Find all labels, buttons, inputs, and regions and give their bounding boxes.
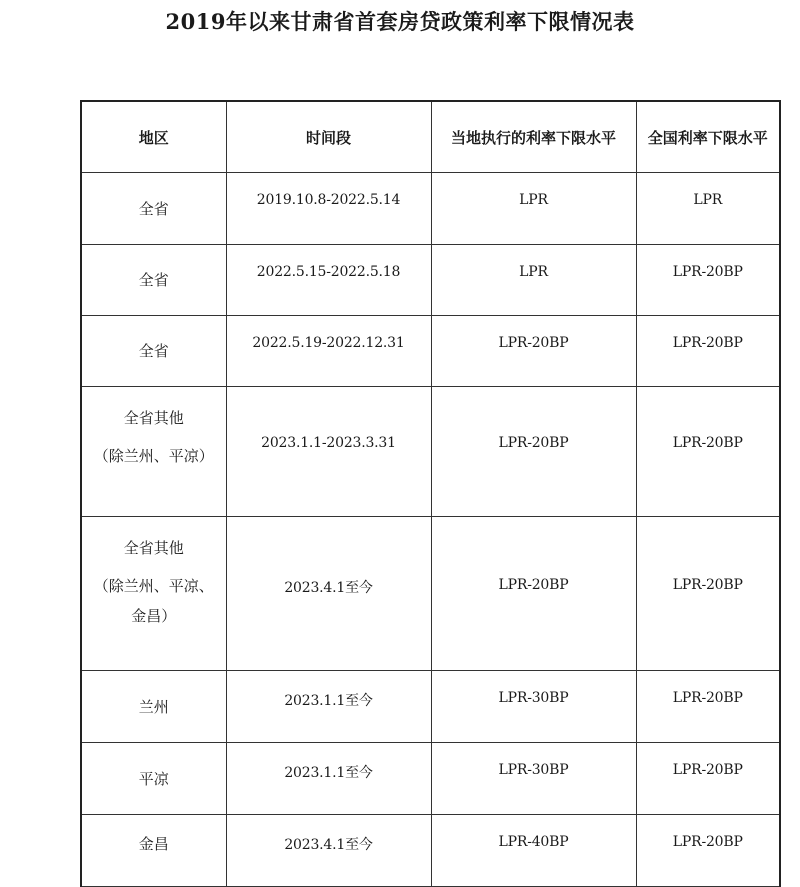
table-row <box>81 387 780 517</box>
cell-period <box>226 743 431 815</box>
cell-period <box>226 517 431 671</box>
cell-national-rate <box>636 671 780 743</box>
table-row <box>81 316 780 387</box>
cell-local-rate <box>431 245 636 316</box>
header-period: 时间段 <box>226 101 431 173</box>
region-text: 金昌 <box>138 835 169 853</box>
rate-table <box>80 100 781 887</box>
region-text: 全省 <box>138 199 169 218</box>
cell-region <box>81 743 226 815</box>
table-row <box>81 245 780 316</box>
cell-period <box>226 671 431 743</box>
cell-region <box>81 173 226 245</box>
period-text: 2022.5.19-2022.12.31 <box>252 335 405 351</box>
cell-period <box>226 173 431 245</box>
region-text: 金昌） <box>131 607 177 625</box>
period-text: 2022.5.15-2022.5.18 <box>256 264 401 280</box>
table-body <box>81 173 780 887</box>
cell-period <box>226 245 431 316</box>
header-local-rate: 当地执行的利率下限水平 <box>431 101 636 173</box>
local-rate-text: LPR-20BP <box>498 335 569 351</box>
local-rate-text: LPR-40BP <box>498 834 569 850</box>
period-text: 2023.1.1至今 <box>284 765 373 781</box>
table-row <box>81 517 780 671</box>
region-text: （除兰州、平凉） <box>93 447 214 465</box>
cell-local-rate <box>431 517 636 671</box>
header-region: 地区 <box>81 101 226 173</box>
region-text: 全省其他 <box>123 409 184 427</box>
local-rate-text: LPR <box>519 264 548 280</box>
cell-national-rate <box>636 517 780 671</box>
cell-region <box>81 815 226 887</box>
cell-national-rate <box>636 245 780 316</box>
local-rate-text: LPR <box>519 192 548 208</box>
cell-local-rate <box>431 387 636 517</box>
cell-local-rate <box>431 743 636 815</box>
cell-region <box>81 671 226 743</box>
national-rate-text: LPR <box>693 192 723 208</box>
cell-national-rate <box>636 743 780 815</box>
cell-local-rate <box>431 316 636 387</box>
cell-region <box>81 387 226 517</box>
period-text: 2023.4.1至今 <box>284 837 373 853</box>
national-rate-text: LPR-20BP <box>672 834 743 850</box>
table-row <box>81 743 780 815</box>
region-text: 全省 <box>138 271 169 289</box>
local-rate-text: LPR-20BP <box>498 577 569 593</box>
cell-region <box>81 245 226 316</box>
table-row <box>81 173 780 245</box>
region-text: 全省其他 <box>123 539 184 557</box>
national-rate-text: LPR-20BP <box>672 762 743 778</box>
national-rate-text: LPR-20BP <box>672 264 743 280</box>
national-rate-text: LPR-20BP <box>672 690 743 706</box>
table-row <box>81 671 780 743</box>
region-text: 平凉 <box>138 769 169 788</box>
local-rate-text: LPR-30BP <box>498 690 569 706</box>
national-rate-text: LPR-20BP <box>672 577 743 593</box>
national-rate-text: LPR-20BP <box>672 435 743 451</box>
region-text: 全省 <box>138 342 169 360</box>
national-rate-text: LPR-20BP <box>672 335 743 351</box>
period-text: 2023.4.1至今 <box>284 580 373 596</box>
cell-local-rate <box>431 173 636 245</box>
cell-region <box>81 316 226 387</box>
cell-national-rate <box>636 387 780 517</box>
period-text: 2023.1.1至今 <box>284 693 373 709</box>
region-text: （除兰州、平凉、 <box>93 577 214 595</box>
region-text: 兰州 <box>138 697 169 716</box>
table-header-row <box>81 101 780 173</box>
cell-period <box>226 815 431 887</box>
cell-national-rate <box>636 173 780 245</box>
page-title: 2019年以来甘肃省首套房贷政策利率下限情况表 <box>165 9 635 34</box>
local-rate-text: LPR-20BP <box>498 435 569 451</box>
header-national-rate: 全国利率下限水平 <box>636 101 780 173</box>
cell-region <box>81 517 226 671</box>
cell-national-rate <box>636 815 780 887</box>
cell-period <box>226 316 431 387</box>
period-text: 2023.1.1-2023.3.31 <box>261 435 396 451</box>
table-row <box>81 815 780 887</box>
cell-local-rate <box>431 815 636 887</box>
cell-national-rate <box>636 316 780 387</box>
period-text: 2019.10.8-2022.5.14 <box>256 192 401 208</box>
local-rate-text: LPR-30BP <box>498 762 569 778</box>
cell-local-rate <box>431 671 636 743</box>
cell-period <box>226 387 431 517</box>
